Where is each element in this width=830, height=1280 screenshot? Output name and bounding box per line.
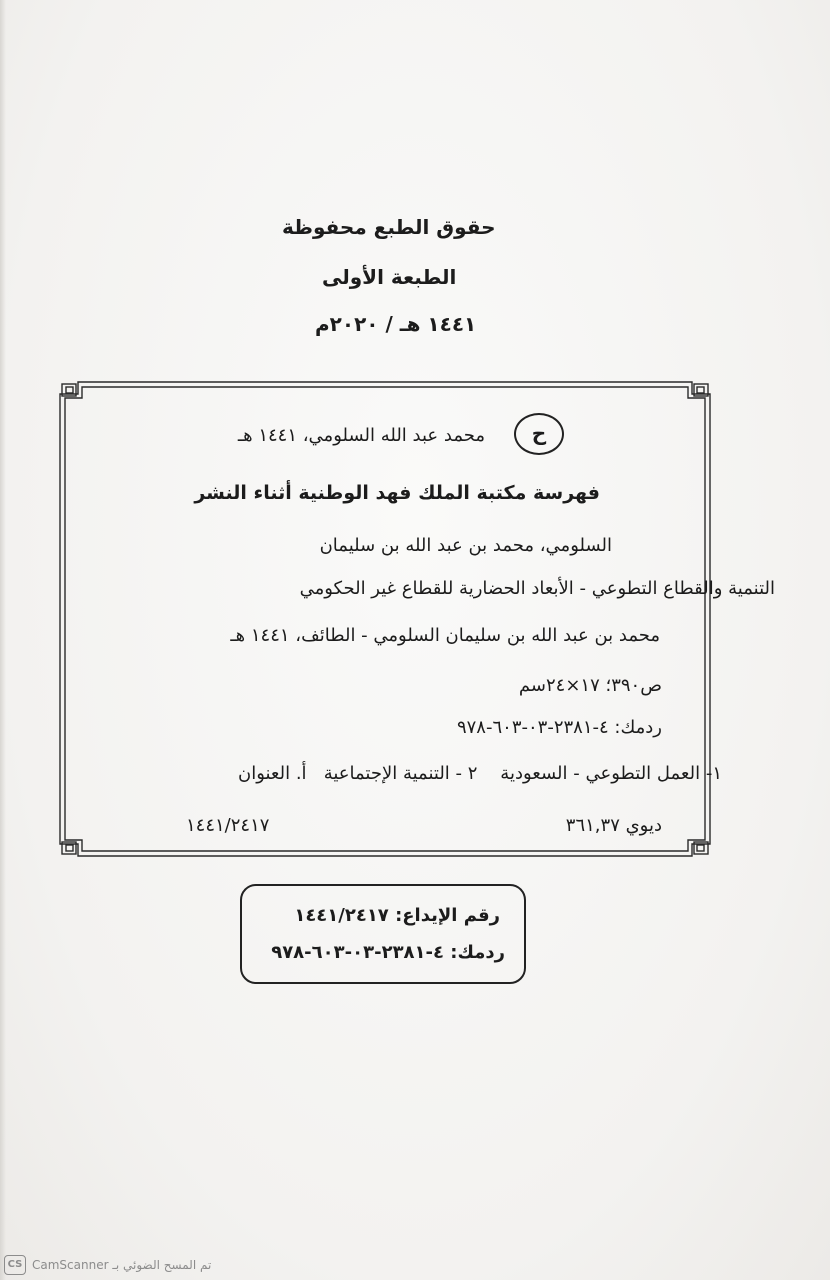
camscanner-watermark bbox=[4, 1254, 211, 1276]
copyright-notice: حقوق الطبع محفوظة bbox=[282, 215, 496, 239]
cip-statement: محمد بن عبد الله بن سليمان السلومي - الطائف، ١٤٤١ هـ bbox=[230, 625, 660, 646]
edition-label: الطبعة الأولى bbox=[322, 265, 457, 289]
page-edge-shadow bbox=[0, 0, 6, 1280]
deposit-number: رقم الإيداع: ١٤٤١/٢٤١٧ bbox=[294, 905, 500, 926]
cip-isbn: ردمك: ٤-٢٣٨١-٠٣-٦٠٣-٩٧٨ bbox=[456, 717, 662, 738]
cip-author-line: محمد عبد الله السلومي، ١٤٤١ هـ bbox=[237, 425, 485, 446]
cip-frame-border bbox=[58, 380, 712, 858]
publication-date: ١٤٤١ هـ / ٢٠٢٠م bbox=[315, 312, 477, 336]
cip-heading: فهرسة مكتبة الملك فهد الوطنية أثناء النشر bbox=[194, 482, 600, 504]
copyright-symbol-circle: ح bbox=[514, 413, 564, 455]
cip-deposit-number: ١٤٤١/٢٤١٧ bbox=[186, 815, 270, 836]
cip-pages: ص٣٩٠؛ ١٧×٢٤سم bbox=[518, 675, 662, 696]
cip-dewey: ديوي ٣٦١,٣٧ bbox=[565, 815, 662, 836]
cip-author-name: السلومي، محمد بن عبد الله بن سليمان bbox=[319, 535, 612, 556]
cip-book-title: التنمية والقطاع التطوعي - الأبعاد الحضارية للقطاع غير الحكومي bbox=[299, 578, 775, 599]
cip-subjects: ١- العمل التطوعي - السعودية ٢ - التنمية الإجتماعية أ. العنوان bbox=[237, 763, 722, 784]
cip-frame bbox=[58, 380, 712, 858]
watermark-text: تم المسح الضوئي بـ CamScanner bbox=[32, 1258, 212, 1272]
deposit-isbn: ردمك: ٤-٢٣٨١-٠٣-٦٠٣-٩٧٨ bbox=[271, 942, 505, 963]
deposit-box bbox=[240, 884, 526, 984]
camscanner-logo-icon: CS bbox=[4, 1255, 26, 1275]
